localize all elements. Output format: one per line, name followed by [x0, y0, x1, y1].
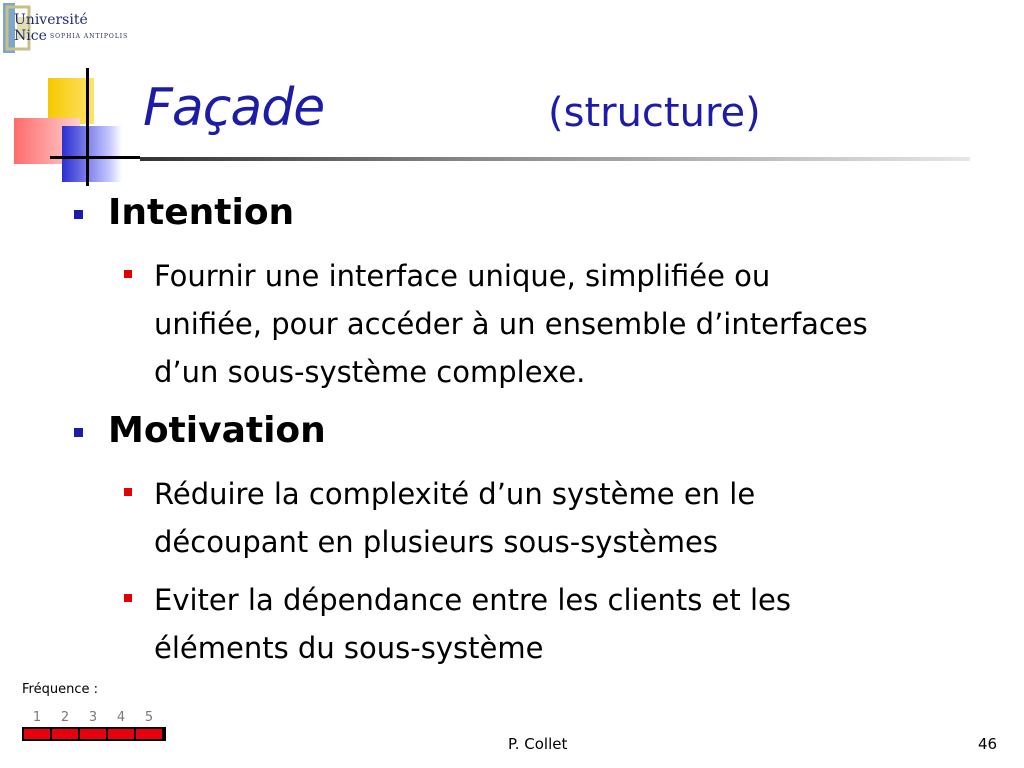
bullet-heading: Motivation — [108, 410, 326, 451]
title-underline — [140, 157, 970, 161]
page-number: 46 — [978, 735, 998, 753]
sub-bullet-line: découpant en plusieurs sous-systèmes — [154, 525, 718, 559]
frequency-segment — [24, 729, 50, 739]
frequency-label: Fréquence : — [22, 682, 98, 697]
sub-bullet-line: Réduire la complexité d’un système en le — [154, 477, 756, 511]
decorative-squares — [0, 60, 160, 190]
red-square-bullet-icon — [124, 594, 132, 602]
logo-text-sophia: SOPHIA ANTIPOLIS — [50, 33, 129, 40]
frequency-number: 2 — [60, 710, 70, 725]
slide-subtitle: (structure) — [548, 90, 761, 136]
sub-bullet-line: unifiée, pour accéder à un ensemble d’interfaces — [154, 307, 868, 341]
sub-bullet-line: d’un sous-système complexe. — [154, 355, 586, 389]
frequency-number: 3 — [88, 710, 98, 725]
decorative-horizontal-line — [50, 156, 140, 159]
sub-bullet-line: éléments du sous-système — [154, 631, 544, 665]
frequency-segment — [52, 729, 78, 739]
sub-bullet-line: Eviter la dépendance entre les clients et les — [154, 583, 791, 617]
university-logo — [0, 0, 150, 60]
sub-bullet-line: Fournir une interface unique, simplifiée ou — [154, 259, 771, 293]
decorative-vertical-line — [86, 68, 89, 186]
frequency-segment — [80, 729, 106, 739]
red-square-bullet-icon — [124, 270, 132, 278]
logo-text-universite: Université — [14, 12, 88, 28]
frequency-number: 1 — [32, 710, 42, 725]
decorative-blue-square — [62, 126, 122, 182]
frequency-segment — [136, 729, 162, 739]
frequency-segment — [108, 729, 134, 739]
frequency-number: 5 — [144, 710, 154, 725]
frequency-number: 4 — [116, 710, 126, 725]
bullet-heading: Intention — [108, 192, 295, 233]
blue-square-bullet-icon — [74, 428, 83, 437]
red-square-bullet-icon — [124, 488, 132, 496]
blue-square-bullet-icon — [74, 210, 83, 219]
logo-text-nice: Nice — [14, 28, 47, 44]
frequency-scale — [22, 710, 172, 744]
frequency-scale-numbers — [22, 710, 172, 726]
slide-title: Façade — [143, 78, 325, 138]
footer-author: P. Collet — [508, 735, 568, 753]
